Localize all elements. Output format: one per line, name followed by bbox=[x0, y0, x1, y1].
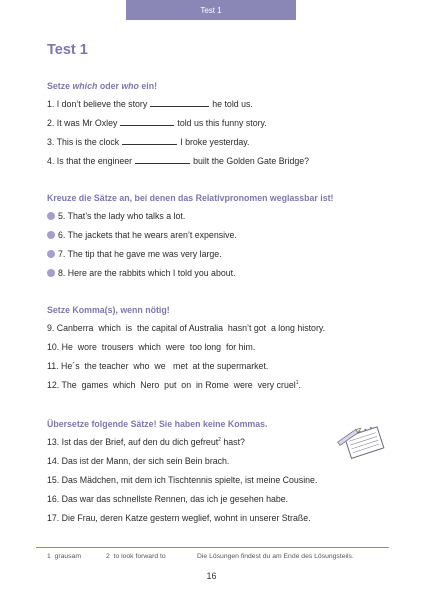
exercise-item-3: 3. This is the clock I broke yesterday. bbox=[47, 137, 250, 147]
solutions-note: Die Lösungen findest du am Ende des Lösungsteils. bbox=[197, 553, 354, 560]
answer-blank[interactable] bbox=[150, 98, 209, 107]
exercise-heading: Übersetze folgende Sätze! Sie haben keine Kommas. bbox=[47, 419, 268, 429]
exercise-item-10: 10. He wore trousers which were too long for him. bbox=[47, 342, 256, 352]
footnote-ref-1: 1 bbox=[295, 380, 299, 387]
exercise-item-11: 11. He´s the teacher who we met at the supermarket. bbox=[47, 361, 269, 371]
exercise-item-13: 13. Ist das der Brief, auf den du dich gefreut$^2$ hast? bbox=[47, 437, 245, 447]
exercise-item-15: 15. Das Mädchen, mit dem ich Tischtennis spielte, ist meine Cousine. bbox=[47, 475, 318, 485]
exercise-item-5: 5. That’s the lady who talks a lot. bbox=[47, 210, 392, 222]
exercise-item-9: 9. Canberra which is the capital of Australia hasn’t got a long history. bbox=[47, 323, 326, 333]
exercise-item-8: 8. Here are the rabbits which I told you about. bbox=[47, 267, 392, 279]
footer-divider bbox=[36, 547, 389, 548]
exercise-which-who bbox=[47, 80, 392, 174]
exercise-item-4: 4. Is that the engineer built the Golden Gate Bridge? bbox=[47, 156, 310, 166]
checkbox-circle-icon[interactable] bbox=[47, 212, 55, 220]
heading-which: which bbox=[72, 81, 98, 91]
exercise-item-12: 12. The games which Nero put on in Rome were very cruel$^1$. bbox=[47, 380, 301, 390]
footnote-1: 1 grausam bbox=[47, 553, 82, 560]
heading-who: who bbox=[121, 81, 139, 91]
exercise-item-17: 17. Die Frau, deren Katze gestern weglief, wohnt in unserer Straße. bbox=[47, 513, 311, 523]
exercise-item-6: 6. The jackets that he wears aren’t expensive. bbox=[47, 229, 392, 241]
answer-blank[interactable] bbox=[122, 136, 177, 145]
exercise-relative-pronoun bbox=[47, 192, 392, 286]
answer-blank[interactable] bbox=[135, 155, 190, 164]
exercise-item-1: 1. I don’t believe the story he told us. bbox=[47, 99, 253, 109]
header-tab-label: Test 1 bbox=[200, 5, 222, 15]
footnote-2: 2 to look forward to bbox=[106, 553, 166, 560]
checkbox-circle-icon[interactable] bbox=[47, 231, 55, 239]
page-title: Test 1 bbox=[47, 42, 88, 58]
exercise-heading: Kreuze die Sätze an, bei denen das Relativpronomen weglassbar ist! bbox=[47, 193, 334, 203]
checkbox-circle-icon[interactable] bbox=[47, 250, 55, 258]
header-tab bbox=[126, 0, 296, 20]
exercise-heading: Setze Komma(s), wenn nötig! bbox=[47, 305, 170, 315]
exercise-item-14: 14. Das ist der Mann, der sich sein Bein brach. bbox=[47, 456, 230, 466]
checkbox-circle-icon[interactable] bbox=[47, 269, 55, 277]
exercise-heading: Setze which oder who ein! bbox=[47, 81, 158, 91]
answer-blank[interactable] bbox=[120, 117, 174, 126]
exercise-commas bbox=[47, 304, 392, 398]
exercise-item-7: 7. The tip that he gave me was very large. bbox=[47, 248, 392, 260]
exercise-item-16: 16. Das war das schnellste Rennen, das ich je gesehen habe. bbox=[47, 494, 289, 504]
page-number: 16 bbox=[206, 571, 217, 581]
exercise-item-2: 2. It was Mr Oxley told us this funny story. bbox=[47, 118, 267, 128]
notepad-pencil-icon bbox=[337, 424, 389, 460]
footnote-ref-2: 2 bbox=[218, 437, 221, 444]
